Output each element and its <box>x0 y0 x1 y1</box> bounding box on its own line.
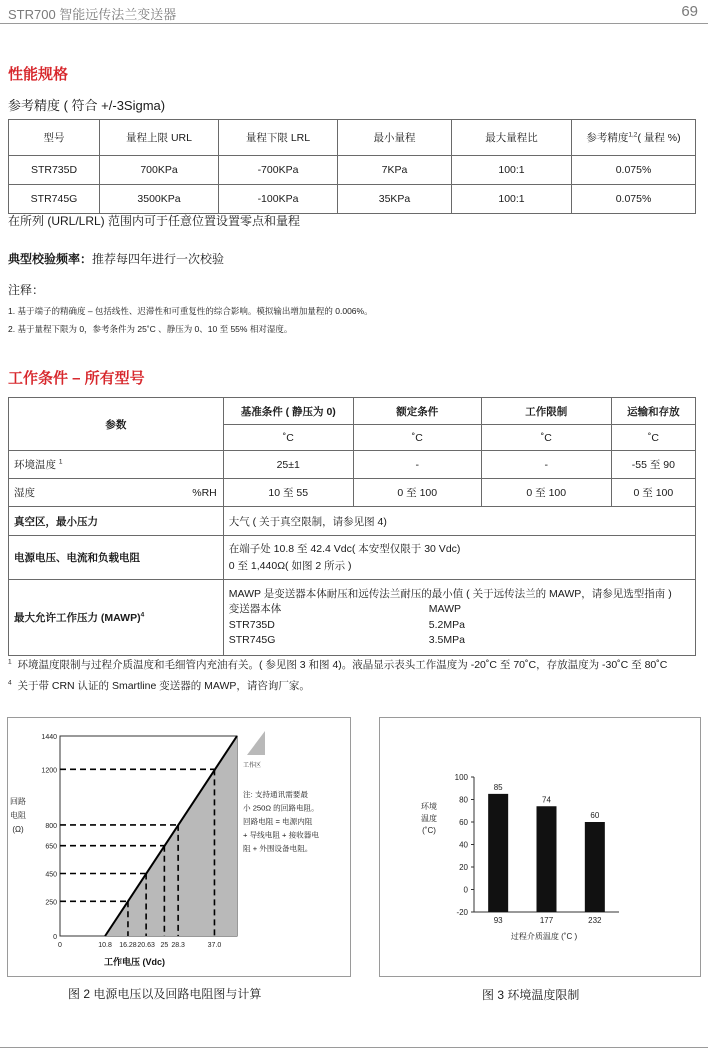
y-axis-label: 环境 <box>421 802 437 811</box>
x-tick-label: 10.8 <box>98 942 112 949</box>
cell: - <box>353 451 481 479</box>
figure-2-chart <box>7 717 351 977</box>
cell: ˚C <box>223 425 353 451</box>
cell: -100KPa <box>219 185 338 214</box>
col-accuracy: 参考精度$^{1,2}$( 量程 %) <box>572 120 696 156</box>
mawp-label: 最大允许工作压力 (MAWP)$^4$ <box>9 580 224 656</box>
footnote-4: $^4$ 关于带 CRN 认证的 Smartline 变送器的 MAWP，请咨询厂家。 <box>8 679 310 692</box>
vacuum-label: 真空区，最小压力 <box>9 507 224 536</box>
y-axis-label: (Ω) <box>12 825 24 834</box>
cell: ˚C <box>611 425 695 451</box>
table-row <box>9 507 696 536</box>
bar-93 <box>488 794 508 912</box>
cell: ˚C <box>481 425 611 451</box>
document-title: STR700 智能远传法兰变送器 <box>8 7 177 22</box>
cell: 0 至 100 <box>353 479 481 507</box>
y-tick-label: 0 <box>53 934 57 941</box>
table-header-row <box>9 120 696 156</box>
note-1: 1. 基于端子的精确度 – 包括线性、迟滞性和可重复性的综合影响。模拟输出增加量程的 0.006%。 <box>8 306 373 316</box>
cell: 0 至 100 <box>611 479 695 507</box>
table-row <box>9 451 696 479</box>
col-model: 型号 <box>9 120 100 156</box>
x-tick-label: 0 <box>58 942 62 949</box>
x-tick-label: 20.63 <box>137 942 155 949</box>
param-header: 参数 <box>9 398 224 451</box>
cell: - <box>481 451 611 479</box>
cell: -55 至 90 <box>611 451 695 479</box>
figure-note-line: 注: 支持通讯需要最 <box>243 790 308 799</box>
cell: -700KPa <box>219 156 338 185</box>
power-value: 在端子处 10.8 至 42.4 Vdc( 本安型仅限于 30 Vdc) 0 至 1,440Ω( 如图 2 所示 ) <box>223 536 695 580</box>
mawp-value: MAWP 是变送器本体耐压和远传法兰耐压的最小值 ( 关于远传法兰的 MAWP，请参见选型指南 ) 变送器本体 MAWP STR735D 5.2MPa STR745G 3.5MPa <box>223 580 695 656</box>
col-operative: 工作限制 <box>481 398 611 425</box>
y-axis-label: 回路 <box>10 797 26 806</box>
table-row <box>9 536 696 580</box>
section-heading-specs: 性能规格 <box>8 66 69 83</box>
y-tick-label: 450 <box>45 871 57 879</box>
footnote-1: $^1$ 环境温度限制与过程介质温度和毛细管内充油有关。( 参见图 3 和图 4)。液晶显示表头工作温度为 -20˚C 至 70˚C，存放温度为 -30˚C 至 80˚C <box>8 658 668 671</box>
cell: 0.075% <box>572 185 696 214</box>
cell: 100:1 <box>452 185 572 214</box>
power-label: 电源电压、电流和负载电阻 <box>9 536 224 580</box>
col-lrl: 量程下限 LRL <box>219 120 338 156</box>
range-note: 在所列 (URL/LRL) 范围内可于任意位置设置零点和量程 <box>8 214 301 228</box>
y-tick-label: 60 <box>459 818 468 827</box>
cell: 100:1 <box>452 156 572 185</box>
figure-note-line: 阻 + 外围设备电阻。 <box>243 844 313 853</box>
y-tick-label: 40 <box>459 840 468 850</box>
calibration-text: 推荐每四年进行一次校验 <box>92 252 225 266</box>
y-tick-label: 20 <box>459 863 468 872</box>
work-zone-legend-swatch <box>247 731 265 755</box>
calibration-label: 典型校验频率： <box>8 252 93 266</box>
y-tick-label: 650 <box>45 843 57 851</box>
y-tick-label: 250 <box>45 899 57 907</box>
figure-note-line: 回路电阻 = 电源内阻 <box>243 817 313 826</box>
cell: 700KPa <box>100 156 219 185</box>
conditions-table <box>8 397 696 656</box>
x-axis-label: 过程介质温度 (˚C ) <box>510 932 578 941</box>
footer-rule <box>0 1047 708 1048</box>
y-tick-label: 80 <box>459 795 468 805</box>
cell: 0 至 100 <box>481 479 611 507</box>
accuracy-subheading: 参考精度 ( 符合 +/-3Sigma) <box>8 98 166 113</box>
cell: 25±1 <box>223 451 353 479</box>
figure-3-chart <box>379 717 701 977</box>
x-tick-label: 28.3 <box>171 942 185 949</box>
y-axis-label: 电阻 <box>10 811 26 820</box>
bar-value-label: 60 <box>590 811 600 820</box>
x-tick-label: 93 <box>493 916 503 925</box>
table-row <box>9 580 696 656</box>
cell: 10 至 55 <box>223 479 353 507</box>
y-tick-label: 100 <box>454 773 468 782</box>
figure-3-caption: 图 3 环境温度限制 <box>482 988 580 1002</box>
table-header-row <box>9 398 696 425</box>
cell: STR745G <box>9 185 100 214</box>
section-heading-conditions: 工作条件 – 所有型号 <box>8 370 145 387</box>
notes-label: 注释： <box>8 283 45 297</box>
col-reference: 基准条件 ( 静压为 0) <box>223 398 353 425</box>
x-tick-label: 177 <box>539 916 554 925</box>
y-axis-label: (˚C) <box>422 826 436 835</box>
ambient-label: 环境温度 $^1$ <box>9 451 224 479</box>
y-axis-label: 温度 <box>421 814 437 823</box>
page-header <box>0 0 708 24</box>
cell: STR735D <box>9 156 100 185</box>
y-tick-label: -20 <box>456 908 468 917</box>
calibration-line <box>8 250 224 267</box>
vacuum-value: 大气 ( 关于真空限制，请参见图 4) <box>223 507 695 536</box>
work-zone-legend-label: 工作区 <box>243 763 262 769</box>
x-axis-label: 工作电压 (Vdc) <box>104 957 166 967</box>
cell: 0.075% <box>572 156 696 185</box>
figure-note-line: 小 250Ω 的回路电阻。 <box>243 803 319 813</box>
humidity-label: 湿度 <box>9 479 109 507</box>
bar-value-label: 85 <box>493 782 503 792</box>
accuracy-table <box>8 119 696 214</box>
cell: 7KPa <box>338 156 452 185</box>
cell: 3500KPa <box>100 185 219 214</box>
cell: ˚C <box>353 425 481 451</box>
col-min-span: 最小量程 <box>338 120 452 156</box>
y-tick-label: 800 <box>45 822 57 830</box>
bar-177 <box>537 806 557 912</box>
bar-value-label: 74 <box>542 795 551 805</box>
note-2: 2. 基于量程下限为 0，参考条件为 25˚C 、静压为 0、10 至 55% 相对湿度。 <box>8 324 293 334</box>
humidity-unit: %RH <box>108 479 223 507</box>
x-tick-label: 37.0 <box>207 942 222 949</box>
col-rated: 额定条件 <box>353 398 481 425</box>
x-tick-label: 232 <box>588 916 602 925</box>
page-number: 69 <box>681 3 698 20</box>
col-transport: 运输和存放 <box>611 398 695 425</box>
col-turndown: 最大量程比 <box>452 120 572 156</box>
table-row <box>9 156 696 185</box>
figure-2-caption: 图 2 电源电压以及回路电阻图与计算 <box>68 987 262 1001</box>
cell: 35KPa <box>338 185 452 214</box>
figure-note-line: + 导线电阻 + 接收器电 <box>243 830 319 840</box>
bar-232 <box>585 822 605 912</box>
y-tick-label: 0 <box>463 885 468 895</box>
x-tick-label: 16.28 <box>119 942 137 949</box>
y-tick-label: 1200 <box>41 767 57 775</box>
table-row <box>9 479 696 507</box>
table-row <box>9 185 696 214</box>
x-tick-label: 25 <box>160 942 169 949</box>
y-tick-label: 1440 <box>41 734 57 741</box>
col-url: 量程上限 URL <box>100 120 219 156</box>
